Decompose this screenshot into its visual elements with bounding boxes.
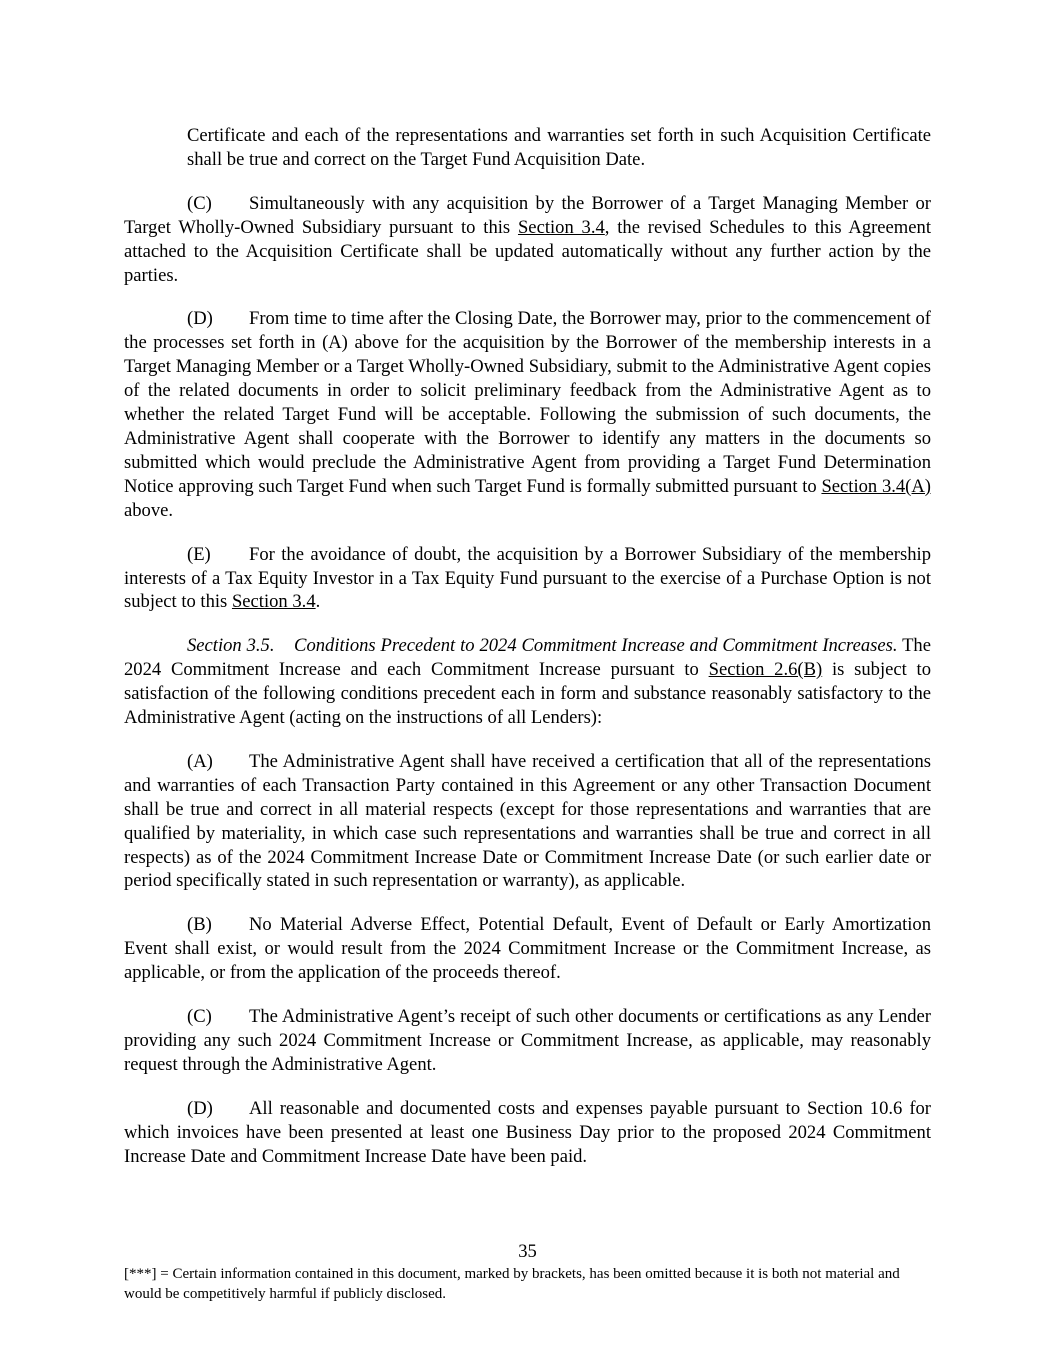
clause-label: (D)	[187, 308, 213, 330]
paragraph-text: From time to time after the Closing Date, the Borrower may, prior to the commencement of the processes set forth in (A) above for the acquisition by the Borrower of the membership interests in a Target Managing Member or a Target Wholly-Owned Subsidiary, submit to the Administrative Agent copies of the related documents in order to solicit preliminary feedback from the Administrative Agent as to whether the related Target Fund will be acceptable. Following the submission of such documents, the Administrative Agent shall cooperate with the Borrower to identify any matters in the documents so submitted which would preclude the Administrative Agent from providing a Target Fund Determination Notice approving such Target Fund when such Target Fund is formally submitted pursuant to	[124, 308, 931, 497]
section-reference: Section 3.4	[517, 216, 605, 238]
paragraph-3-5-b	[124, 913, 931, 985]
section-reference: Section 3.4	[231, 591, 316, 613]
paragraph-text: The Administrative Agent’s receipt of such other documents or certifications as any Lender providing any such 2024 Commitment Increase or Commitment Increase, as applicable, may reasonably request through the Administrative Agent.	[124, 1006, 931, 1075]
paragraph-text: The 2024 Commitment Increase and each Commitment Increase pursuant to	[124, 635, 931, 681]
paragraph-text: The Administrative Agent shall have received a certification that all of the representations and warranties of each Transaction Party contained in this Agreement or any other Transaction Document shall be true and correct in all material respects (except for those representations and warranties that are qualified by materiality, in which case such representations and warranties shall be true and correct in all respects) as of the 2024 Commitment Increase Date or Commitment Increase Date (or such earlier date or period specifically stated in such representation or warranty), as applicable.	[124, 750, 931, 892]
clause-label: (C)	[187, 192, 212, 214]
section-heading-title: Conditions Precedent to 2024 Commitment Increase and Commitment Increases.	[294, 635, 898, 657]
clause-label: (A)	[187, 750, 213, 772]
paragraph-3-4-c	[124, 192, 931, 288]
paragraph-text: , the revised Schedules to this Agreement attached to the Acquisition Certificate shall be updated automatically without any further action by the parties.	[124, 216, 931, 286]
paragraph-text: All reasonable and documented costs and expenses payable pursuant to Section 10.6 for which invoices have been presented at least one Business Day prior to the proposed 2024 Commitment Increase Date and Commitment Increase Date have been paid.	[124, 1097, 931, 1167]
paragraph-text: above.	[124, 499, 174, 521]
paragraph-3-5-d	[124, 1097, 931, 1169]
section-reference: Section 2.6(B)	[708, 659, 823, 681]
clause-label: (D)	[187, 1097, 213, 1119]
paragraph-text: Certificate and each of the representations and warranties set forth in such Acquisition Certificate shall be true and correct on the Target Fund Acquisition Date.	[187, 125, 931, 170]
paragraph-text: No Material Adverse Effect, Potential Default, Event of Default or Early Amortization Event shall exist, or would result from the 2024 Commitment Increase or the Commitment Increase, as applicable, or from the application of the proceeds thereof.	[124, 914, 931, 984]
section-heading-number: Section 3.5.	[187, 635, 275, 657]
clause-label: (B)	[187, 914, 212, 936]
section-reference: Section 3.4(A)	[821, 475, 931, 497]
paragraph-text: Simultaneously with any acquisition by the Borrower of a Target Managing Member or Target Wholly-Owned Subsidiary pursuant to this	[124, 192, 931, 238]
paragraph-3-4-d	[124, 307, 931, 522]
paragraph-3-5-a	[124, 750, 931, 893]
paragraph-continuation	[124, 124, 931, 172]
section-3-5	[124, 634, 931, 730]
clause-label: (E)	[187, 543, 211, 565]
footer-note: [***] = Certain information contained in this document, marked by brackets, has been omitted because it is both not material and would be competitively harmful if publicly disclosed.	[124, 1266, 900, 1302]
paragraph-text: For the avoidance of doubt, the acquisition by a Borrower Subsidiary of the membership interests of a Tax Equity Investor in a Tax Equity Fund pursuant to the exercise of a Purchase Option is not subject to this	[124, 543, 931, 613]
page-number: 35	[518, 1241, 537, 1262]
paragraph-text: .	[315, 591, 321, 613]
paragraph-text: is subject to satisfaction of the following conditions precedent each in form and substance reasonably satisfactory to the Administrative Agent (acting on the instructions of all Lenders):	[124, 659, 932, 729]
paragraph-3-5-c	[124, 1005, 931, 1077]
paragraph-3-4-e	[124, 543, 931, 615]
document-page	[124, 124, 931, 1189]
clause-label: (C)	[187, 1006, 212, 1028]
